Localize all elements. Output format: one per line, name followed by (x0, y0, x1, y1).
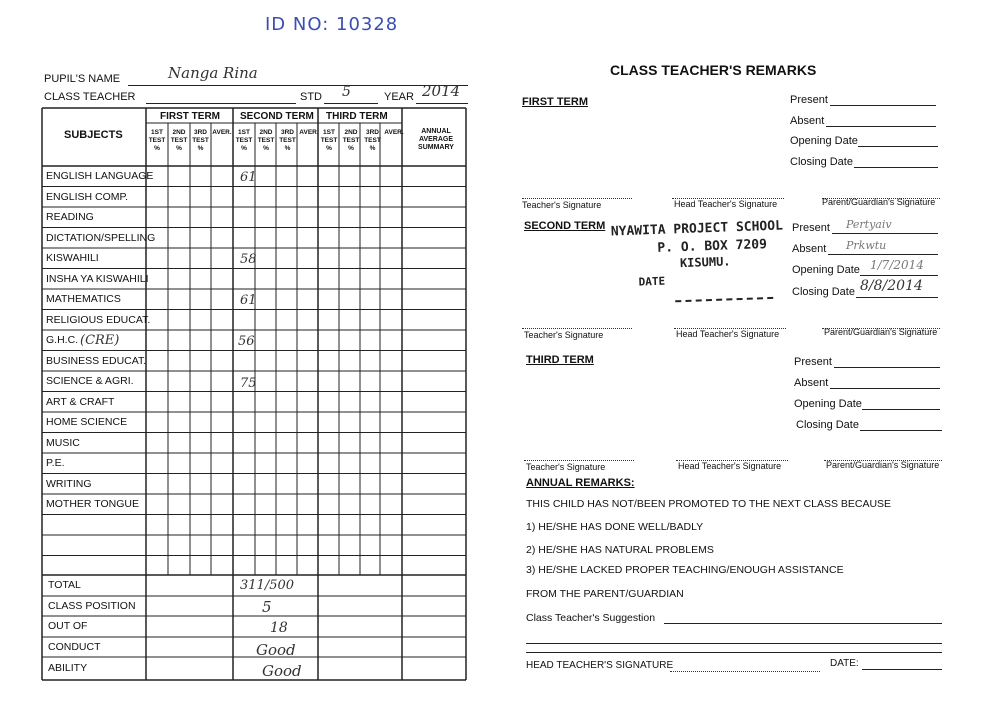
summary-label-2: OUT OF (48, 620, 88, 632)
tt-present-label: Present (794, 356, 832, 368)
third-term-heading: THIRD TERM (526, 354, 594, 366)
stamp-date-label: DATE (638, 274, 666, 289)
ft-closing-line (854, 167, 938, 168)
year-label: YEAR (384, 91, 414, 103)
std-value: 5 (342, 84, 351, 100)
subject-6: MATHEMATICS (46, 293, 121, 305)
tt-absent-line (830, 388, 940, 389)
term-header-second: SECOND TERM (240, 111, 314, 122)
subject-11: ART & CRAFT (46, 395, 115, 408)
col-header-t3-1: 2ND TEST % (342, 129, 360, 152)
ft-absent-line (826, 126, 936, 127)
tt-closing-label: Closing Date (796, 419, 859, 431)
st-opening-label: Opening Date (792, 264, 860, 276)
annual-line-3: 3) HE/SHE LACKED PROPER TEACHING/ENOUGH ASSISTANCE (526, 564, 844, 576)
stamp-line-2: P. O. BOX 7209 (657, 237, 768, 256)
st-teacher-sig: Teacher's Signature (524, 330, 604, 340)
col-header-t1-2: 3RD TEST % (192, 129, 209, 152)
ft-opening-line (858, 146, 938, 147)
ft-parent-sig: Parent/Guardian's Signature (822, 197, 936, 207)
subjects-header: SUBJECTS (64, 129, 123, 141)
st-opening-value: 1/7/2014 (870, 258, 924, 272)
summary-label-1: CLASS POSITION (48, 600, 136, 612)
st-head-sig: Head Teacher's Signature (676, 329, 780, 339)
ft-closing-label: Closing Date (790, 156, 853, 168)
st-present-label: Present (792, 222, 830, 234)
subject-13: MUSIC (46, 436, 80, 449)
tt-opening-line (862, 409, 940, 410)
st-closing-line (856, 297, 938, 298)
suggestion-line-1 (664, 623, 942, 624)
stamp-line-3: KISUMU. (679, 254, 731, 271)
col-header-t1-0: 1ST TEST % (148, 129, 166, 152)
suggestion-line-3 (526, 652, 942, 653)
col-header-t3-3: AVER. (384, 129, 404, 136)
tt-closing-line (860, 430, 942, 431)
subject-14: P.E. (46, 457, 65, 469)
id-number: ID NO: 10328 (265, 14, 399, 35)
col-header-t2-2: 3RD TEST % (279, 129, 296, 152)
tt-absent-label: Absent (794, 377, 829, 389)
st-absent-value: Prkwtu (846, 239, 887, 252)
tt-present-line (834, 367, 940, 368)
subject-3: DICTATION/SPELLING (46, 231, 156, 244)
summary-label-4: ABILITY (48, 662, 88, 674)
bottom-date-label: DATE: (830, 658, 859, 669)
stamp-date-line (675, 297, 773, 302)
total-value: 311/500 (240, 578, 295, 593)
st-parent-sig: Parent/Guardian's Signature (824, 327, 938, 337)
mark-science: 75 (240, 376, 257, 391)
ghc-note: (CRE) (80, 333, 120, 348)
conduct-value: Good (256, 641, 296, 659)
school-stamp (610, 216, 813, 313)
annual-line-0: THIS CHILD HAS NOT/BEEN PROMOTED TO THE NEXT CLASS BECAUSE (526, 498, 892, 510)
summary-label-3: CONDUCT (48, 641, 101, 653)
tt-head-sig: Head Teacher's Signature (678, 461, 782, 471)
head-teacher-sig-line (670, 671, 820, 672)
subject-1: ENGLISH COMP. (46, 190, 129, 203)
col-header-t2-1: 2ND TEST % (257, 129, 275, 152)
class-teacher-label: CLASS TEACHER (44, 91, 136, 103)
st-closing-value: 8/8/2014 (860, 278, 923, 294)
subject-9: BUSINESS EDUCAT. (46, 354, 147, 367)
subject-0: ENGLISH LANGUAGE (46, 170, 154, 182)
st-sig-line-1 (522, 328, 632, 329)
ft-teacher-sig: Teacher's Signature (522, 200, 602, 210)
out-of-value: 18 (270, 620, 288, 636)
subject-2: READING (46, 211, 94, 223)
subject-16: MOTHER TONGUE (46, 498, 139, 510)
ft-head-sig: Head Teacher's Signature (674, 199, 778, 209)
annual-line-2: 2) HE/SHE HAS NATURAL PROBLEMS (526, 544, 714, 556)
pupil-name-label: PUPIL'S NAME (44, 73, 121, 85)
st-absent-label: Absent (792, 243, 827, 255)
annual-line-4: FROM THE PARENT/GUARDIAN (526, 588, 684, 600)
col-header-t2-3: AVER. (299, 129, 319, 136)
subject-8: G.H.C. (46, 334, 79, 346)
ability-value: Good (262, 662, 302, 680)
subject-7: RELIGIOUS EDUCAT. (46, 313, 151, 326)
std-label: STD (300, 91, 322, 103)
st-closing-label: Closing Date (792, 286, 855, 298)
subject-4: KISWAHILI (46, 252, 99, 264)
tt-teacher-sig: Teacher's Signature (526, 462, 606, 472)
summary-label-0: TOTAL (48, 579, 81, 591)
st-absent-line (828, 254, 938, 255)
ft-opening-label: Opening Date (790, 135, 858, 147)
mark-english: 61 (240, 170, 257, 185)
term-header-first: FIRST TERM (160, 111, 220, 122)
mark-kiswahili: 58 (240, 252, 257, 267)
mark-ghc: 56 (238, 334, 255, 349)
subject-5: INSHA YA KISWAHILI (46, 272, 149, 285)
ft-present-label: Present (790, 94, 828, 106)
remarks-title: CLASS TEACHER'S REMARKS (610, 62, 817, 78)
subject-12: HOME SCIENCE (46, 416, 128, 428)
mark-maths: 61 (240, 293, 257, 308)
subject-15: WRITING (46, 477, 92, 490)
ft-present-line (830, 105, 936, 106)
annual-line-1: 1) HE/SHE HAS DONE WELL/BADLY (526, 521, 704, 533)
stamp-line-1: NYAWITA PROJECT SCHOOL (610, 218, 784, 240)
st-present-value: Pertyaiv (846, 218, 892, 231)
year-value: 2014 (422, 82, 461, 100)
suggestion-label: Class Teacher's Suggestion (526, 612, 656, 624)
annual-header: ANNUAL AVERAGE SUMMARY (418, 128, 454, 151)
col-header-t3-2: 3RD TEST % (364, 129, 381, 152)
subject-10: SCIENCE & AGRI. (46, 375, 134, 387)
suggestion-line-2 (526, 643, 942, 644)
col-header-t2-0: 1ST TEST % (235, 129, 253, 152)
col-header-t3-0: 1ST TEST % (320, 129, 338, 152)
second-term-heading: SECOND TERM (524, 220, 606, 232)
pupil-name-value: Nanga Rina (168, 64, 258, 82)
tt-sig-line-1 (524, 460, 634, 461)
tt-parent-sig: Parent/Guardian's Signature (826, 460, 940, 470)
annual-remarks-heading: ANNUAL REMARKS: (526, 477, 635, 489)
col-header-t1-3: AVER. (212, 129, 232, 136)
term-header-third: THIRD TERM (326, 111, 388, 122)
first-term-heading: FIRST TERM (522, 96, 588, 108)
ft-sig-line-1 (522, 198, 632, 199)
tt-opening-label: Opening Date (794, 398, 862, 410)
class-position-value: 5 (262, 598, 272, 616)
ft-absent-label: Absent (790, 115, 825, 127)
bottom-date-line (862, 669, 942, 670)
col-header-t1-1: 2ND TEST % (170, 129, 188, 152)
st-present-line (832, 233, 938, 234)
head-teacher-sig-label: HEAD TEACHER'S SIGNATURE (526, 660, 674, 671)
st-opening-line (860, 275, 938, 276)
